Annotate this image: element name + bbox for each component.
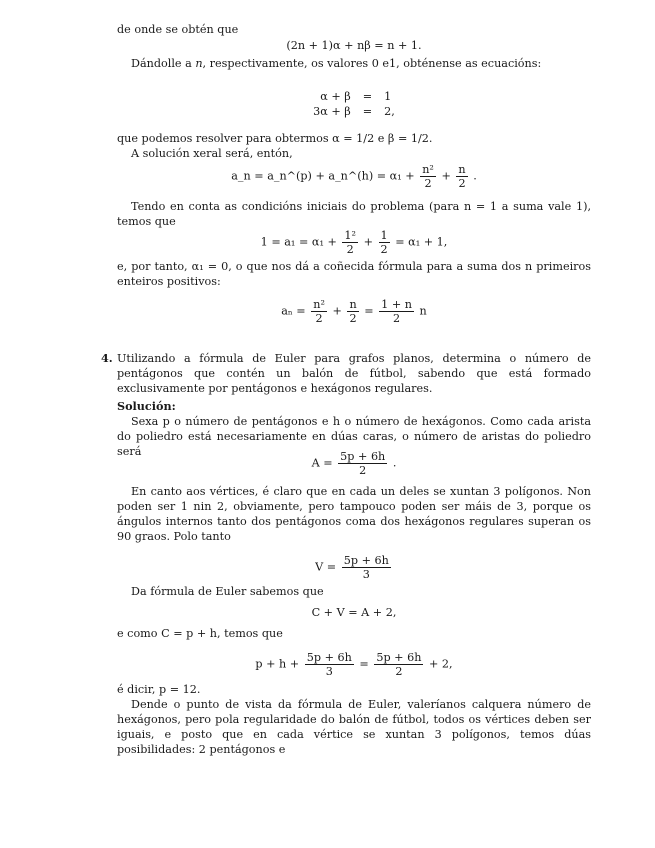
equation-3-frac-1-num: 1²: [344, 229, 357, 242]
paragraph-4: A solución xeral será, entón,: [131, 147, 293, 160]
question-number: 4.: [101, 351, 113, 365]
equation-system: [117, 89, 591, 123]
paragraph-6: e, por tanto, α₁ = 0, o que nos dá a coñecida fórmula para a suma dos n primeiros enteiros positivos:: [117, 260, 591, 288]
equation-8-lhs: p + h +: [255, 657, 300, 671]
system-row-1-left: α + β: [320, 90, 351, 103]
equation-3-rhs: = α₁ + 1,: [395, 235, 448, 249]
equation-2-frac-1: [420, 163, 436, 190]
equation-2-frac-2-den: 2: [458, 177, 466, 190]
equation-3-frac-2: [379, 229, 390, 256]
equation-1-text: (2n + 1)α + nβ = n + 1.: [286, 39, 422, 52]
paragraph-12: Dende o punto de vista da fórmula de Euler, valeríanos calquera número de hexágonos, pero pola regularidade do balón de fútbol, todos os vértices deben ser iguais, e posto que en cada vértice se xuntan 3 polígonos, temos dúas posibilidades: 2 pentágonos e: [117, 698, 591, 756]
equation-4-frac-3-num: 1 + n: [381, 298, 412, 311]
equation-2: [117, 163, 591, 190]
equation-3-plus: +: [363, 235, 373, 249]
equation-4-frac-2: [347, 298, 358, 325]
paragraph-8: En canto aos vértices, é claro que en cada un deles se xuntan 3 polígonos. Non poden ser 1 nin 2, obviamente, pero tampouco poden ser máis de 3, porque os ángulos internos tanto dos pentágonos coma dos hexágonos regulares superan os 90 graos. Polo tanto: [117, 485, 591, 543]
equation-8: [117, 651, 591, 678]
equation-4-lhs: aₙ =: [281, 304, 306, 318]
equation-5: [117, 450, 591, 477]
paragraph-2-b: , respectivamente, os valores 0 e1, obténense as ecuacións:: [202, 57, 542, 70]
equation-8-frac-1-num: 5p + 6h: [306, 651, 352, 664]
equation-8-eq: =: [359, 657, 369, 671]
equation-5-end: .: [392, 456, 397, 470]
equation-3-frac-2-num: 1: [380, 229, 388, 242]
system-table: [307, 89, 401, 119]
equation-4: [117, 298, 591, 325]
equation-7: [117, 605, 591, 620]
equation-4-frac-1: [311, 298, 327, 325]
paragraph-2-var: n: [195, 57, 203, 70]
system-row-2-left: 3α + β: [313, 105, 351, 118]
equation-4-frac-1-den: 2: [315, 312, 323, 325]
text-block-8: [117, 626, 591, 641]
equation-4-frac-3: [379, 298, 414, 325]
text-block-2: [117, 56, 591, 71]
text-block-5: [117, 259, 591, 289]
equation-8-frac-1-den: 3: [325, 665, 333, 678]
equation-1: [117, 38, 591, 53]
equation-6-frac-num: 5p + 6h: [343, 554, 389, 567]
equation-8-frac-2-den: 2: [395, 665, 403, 678]
equation-5-lhs: A =: [311, 456, 333, 470]
equation-5-frac: [338, 450, 387, 477]
system-row-1: [307, 89, 401, 104]
paragraph-7: Sexa p o número de pentágonos e h o número de hexágonos. Como cada arista do poliedro está necesariamente en dúas caras, o número de aristas do poliedro será: [117, 415, 591, 458]
paragraph-2: [117, 56, 591, 71]
equation-5-frac-den: 2: [359, 464, 367, 477]
equation-3: [117, 229, 591, 256]
equation-8-frac-2-num: 5p + 6h: [376, 651, 422, 664]
paragraph-5: Tendo en conta as condicións iniciais do problema (para n = 1 a suma vale 1), temos que: [117, 200, 591, 228]
text-block-intro: [117, 22, 591, 37]
equation-4-frac-2-num: n: [349, 298, 357, 311]
equation-2-end: .: [473, 169, 477, 183]
text-block-4: [117, 199, 591, 229]
text-block-7: [117, 584, 591, 599]
equation-3-frac-1: [342, 229, 358, 256]
paragraph-9: Da fórmula de Euler sabemos que: [131, 585, 324, 598]
system-row-2-eq: =: [362, 105, 373, 118]
equation-4-eq: =: [364, 304, 374, 318]
solution-label: Solución:: [117, 399, 176, 413]
equation-4-plus: +: [332, 304, 342, 318]
equation-4-frac-2-den: 2: [349, 312, 357, 325]
system-row-1-right: 1: [384, 90, 392, 103]
question-4: [117, 351, 591, 459]
equation-3-frac-1-den: 2: [346, 243, 354, 256]
paragraph-11: é dicir, p = 12.: [117, 683, 201, 696]
paragraph-3: que podemos resolver para obtermos α = 1/2 e β = 1/2.: [117, 132, 433, 145]
equation-6: [117, 554, 591, 581]
equation-2-frac-1-num: n²: [422, 163, 434, 176]
equation-6-frac-den: 3: [362, 568, 370, 581]
equation-6-frac: [342, 554, 391, 581]
paragraph-10: e como C = p + h, temos que: [117, 627, 283, 640]
paragraph-1: de onde se obtén que: [117, 23, 239, 36]
text-block-9: [117, 682, 591, 757]
equation-2-lhs: a_n = a_n^(p) + a_n^(h) = α₁ +: [231, 169, 415, 183]
equation-2-frac-2: [456, 163, 467, 190]
text-block-3: [117, 131, 591, 161]
equation-7-text: C + V = A + 2,: [311, 606, 397, 619]
equation-4-end: n: [419, 304, 427, 318]
text-block-6: [117, 484, 591, 544]
equation-3-lhs: 1 = a₁ = α₁ +: [260, 235, 337, 249]
equation-8-frac-1: [305, 651, 354, 678]
equation-4-frac-1-num: n²: [313, 298, 325, 311]
equation-8-end: + 2,: [429, 657, 453, 671]
equation-5-frac-num: 5p + 6h: [340, 450, 386, 463]
paragraph-2-a: Dándolle a: [131, 57, 196, 70]
equation-8-frac-2: [374, 651, 423, 678]
equation-4-frac-3-den: 2: [393, 312, 401, 325]
equation-2-frac-1-den: 2: [424, 177, 432, 190]
equation-3-frac-2-den: 2: [380, 243, 388, 256]
system-row-2-right: 2,: [384, 105, 395, 118]
system-row-2: [307, 104, 401, 119]
equation-2-frac-2-num: n: [458, 163, 466, 176]
equation-6-lhs: V =: [315, 560, 337, 574]
system-row-1-eq: =: [362, 90, 373, 103]
question-4-text: Utilizando a fórmula de Euler para grafos planos, determina o número de pentágonos que contén un balón de fútbol, sabendo que está formado exclusivamente por pentágonos e hexágonos regulares.: [117, 352, 591, 395]
equation-2-plus: +: [441, 169, 451, 183]
